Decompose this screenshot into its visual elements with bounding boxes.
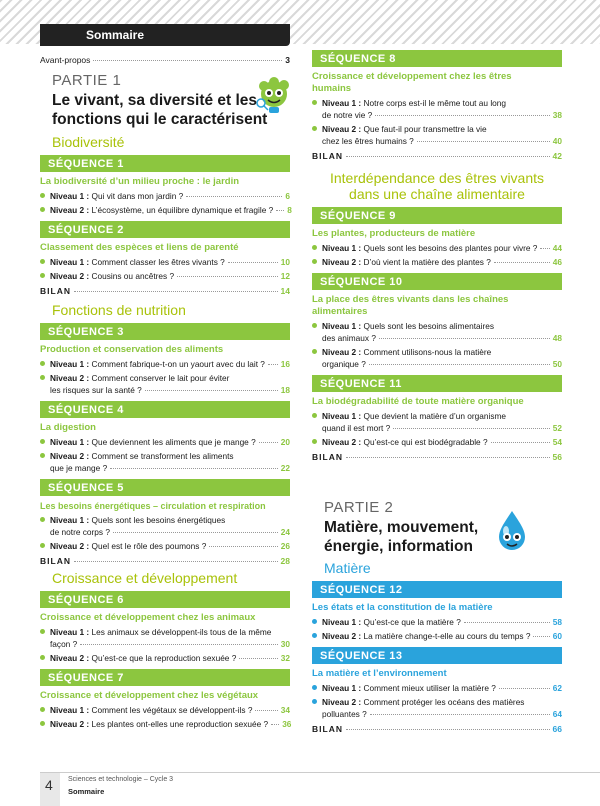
right-column bbox=[312, 50, 562, 735]
sequence-title: Production et conservation des aliments bbox=[40, 344, 224, 355]
sequence-title: Croissance et développement chez les animaux bbox=[40, 612, 256, 623]
sequence-title: La matière et l’environnement bbox=[312, 668, 447, 679]
avant-propos-entry[interactable]: Avant-propos 3 bbox=[40, 55, 290, 65]
sequence-header[interactable]: SÉQUENCE 13 bbox=[312, 647, 562, 664]
list-item[interactable]: Niveau 2 : Quel est le rôle des poumons ? 26 bbox=[40, 540, 290, 552]
list-item[interactable]: Niveau 1 : Notre corps est-il le même tout au long de notre vie ? 38 bbox=[312, 97, 562, 121]
theme-title: Croissance et développement bbox=[52, 570, 238, 586]
list-item[interactable]: Niveau 2 : Comment conserver le lait pour éviter les risques sur la santé ? 18 bbox=[40, 372, 290, 396]
part-title: Matière, mouvement, énergie, information bbox=[324, 519, 479, 555]
water-drop-mascot-icon bbox=[494, 509, 530, 553]
bilan-entry[interactable]: BILAN 66 bbox=[312, 724, 562, 734]
list-item[interactable]: Niveau 1 : Comment fabrique-t-on un yaourt avec du lait ? 16 bbox=[40, 358, 290, 370]
list-item[interactable]: Niveau 2 : Comment utilisons-nous la matière organique ? 50 bbox=[312, 346, 562, 370]
list-item[interactable]: Niveau 1 : Que deviennent les aliments que je mange ? 20 bbox=[40, 436, 290, 448]
part-label: PARTIE 1 bbox=[52, 72, 122, 89]
bilan-entry[interactable]: BILAN 14 bbox=[40, 286, 290, 296]
footer-subtitle: Sciences et technologie – Cycle 3 bbox=[68, 776, 174, 783]
sequence-title: Croissance et développement chez les végétaux bbox=[40, 690, 259, 701]
theme-title: Interdépendance des êtres vivants dans une chaîne alimentaire bbox=[329, 170, 545, 202]
sequence-header[interactable]: SÉQUENCE 5 bbox=[40, 479, 290, 496]
sequence-title: La biodiversité d’un milieu proche : le jardin bbox=[40, 176, 240, 187]
list-item[interactable]: Niveau 2 : Cousins ou ancêtres ? 12 bbox=[40, 270, 290, 282]
theme-title: Matière bbox=[324, 560, 371, 576]
list-item[interactable]: Niveau 1 : Comment mieux utiliser la matière ? 62 bbox=[312, 682, 562, 694]
sommaire-tab bbox=[40, 24, 290, 46]
sequence-header[interactable]: SÉQUENCE 6 bbox=[40, 591, 290, 608]
sequence-title: La digestion bbox=[40, 422, 96, 433]
list-item[interactable]: Niveau 2 : Que faut-il pour transmettre la vie chez les êtres humains ? 40 bbox=[312, 123, 562, 147]
list-item[interactable]: Niveau 2 : Comment protéger les océans des matières polluantes ? 64 bbox=[312, 696, 562, 720]
list-item[interactable]: Niveau 1 : Qu’est-ce que la matière ? 58 bbox=[312, 616, 562, 628]
sommaire-tab-label: Sommaire bbox=[86, 28, 145, 42]
sequence-title: Les états et la constitution de la matière bbox=[312, 602, 493, 613]
bilan-entry[interactable]: BILAN 42 bbox=[312, 151, 562, 161]
sequence-header[interactable]: SÉQUENCE 9 bbox=[312, 207, 562, 224]
list-item[interactable]: Niveau 1 : Comment les végétaux se développent-ils ? 34 bbox=[40, 704, 290, 716]
list-item[interactable]: Niveau 1 : Quels sont les besoins des plantes pour vivre ? 44 bbox=[312, 242, 562, 254]
list-item[interactable]: Niveau 2 : La matière change-t-elle au cours du temps ? 60 bbox=[312, 630, 562, 642]
bilan-entry[interactable]: BILAN 56 bbox=[312, 452, 562, 462]
sequence-header[interactable]: SÉQUENCE 3 bbox=[40, 323, 290, 340]
sequence-title: La place des êtres vivants dans les chaînes alimentaires bbox=[312, 294, 509, 317]
green-microbe-mascot-icon bbox=[254, 76, 294, 116]
sequence-header[interactable]: SÉQUENCE 4 bbox=[40, 401, 290, 418]
list-item[interactable]: Niveau 1 : Quels sont les besoins alimentaires des animaux ? 48 bbox=[312, 320, 562, 344]
sequence-header[interactable]: SÉQUENCE 8 bbox=[312, 50, 562, 67]
part2-header bbox=[312, 499, 562, 576]
part1-header bbox=[40, 72, 290, 150]
bilan-entry[interactable]: BILAN 28 bbox=[40, 556, 290, 566]
list-item[interactable]: Niveau 2 : Comment se transforment les aliments que je mange ? 22 bbox=[40, 450, 290, 474]
list-item[interactable]: Niveau 2 : Qu’est-ce que la reproduction sexuée ? 32 bbox=[40, 652, 290, 664]
page-footer bbox=[40, 772, 600, 806]
sequence-header[interactable]: SÉQUENCE 10 bbox=[312, 273, 562, 290]
part-label: PARTIE 2 bbox=[324, 499, 394, 516]
list-item[interactable]: Niveau 2 : D’où vient la matière des plantes ? 46 bbox=[312, 256, 562, 268]
sequence-header[interactable]: SÉQUENCE 2 bbox=[40, 221, 290, 238]
sequence-title: Les besoins énergétiques – circulation et respiration bbox=[40, 501, 266, 511]
list-item[interactable]: Niveau 1 : Que devient la matière d’un organisme quand il est mort ? 52 bbox=[312, 410, 562, 434]
footer-title: Sommaire bbox=[68, 787, 105, 796]
sequence-header[interactable]: SÉQUENCE 1 bbox=[40, 155, 290, 172]
sequence-title: Croissance et développement chez les êtres humains bbox=[312, 71, 512, 94]
list-item[interactable]: Niveau 1 : Comment classer les êtres vivants ? 10 bbox=[40, 256, 290, 268]
left-column bbox=[40, 54, 290, 730]
list-item[interactable]: Niveau 1 : Qui vit dans mon jardin ? 6 bbox=[40, 190, 290, 202]
sequence-header[interactable]: SÉQUENCE 7 bbox=[40, 669, 290, 686]
list-item[interactable]: Niveau 2 : L’écosystème, un équilibre dynamique et fragile ? 8 bbox=[40, 204, 290, 216]
part-title: Le vivant, sa diversité et les fonctions qui le caractérisent bbox=[52, 92, 268, 128]
theme-title: Fonctions de nutrition bbox=[52, 302, 186, 318]
sequence-header[interactable]: SÉQUENCE 11 bbox=[312, 375, 562, 392]
list-item[interactable]: Niveau 1 : Les animaux se développent-ils tous de la même façon ? 30 bbox=[40, 626, 290, 650]
sequence-title: Les plantes, producteurs de matière bbox=[312, 228, 476, 239]
theme-title: Biodiversité bbox=[52, 134, 125, 150]
sequence-title: La biodégradabilité de toute matière organique bbox=[312, 396, 524, 407]
list-item[interactable]: Niveau 2 : Qu’est-ce qui est biodégradable ? 54 bbox=[312, 436, 562, 448]
page-number: 4 bbox=[40, 773, 60, 806]
list-item[interactable]: Niveau 1 : Quels sont les besoins énergétiques de notre corps ? 24 bbox=[40, 514, 290, 538]
list-item[interactable]: Niveau 2 : Les plantes ont-elles une reproduction sexuée ? 36 bbox=[40, 718, 290, 730]
sequence-header[interactable]: SÉQUENCE 12 bbox=[312, 581, 562, 598]
sequence-title: Classement des espèces et liens de parenté bbox=[40, 242, 239, 253]
